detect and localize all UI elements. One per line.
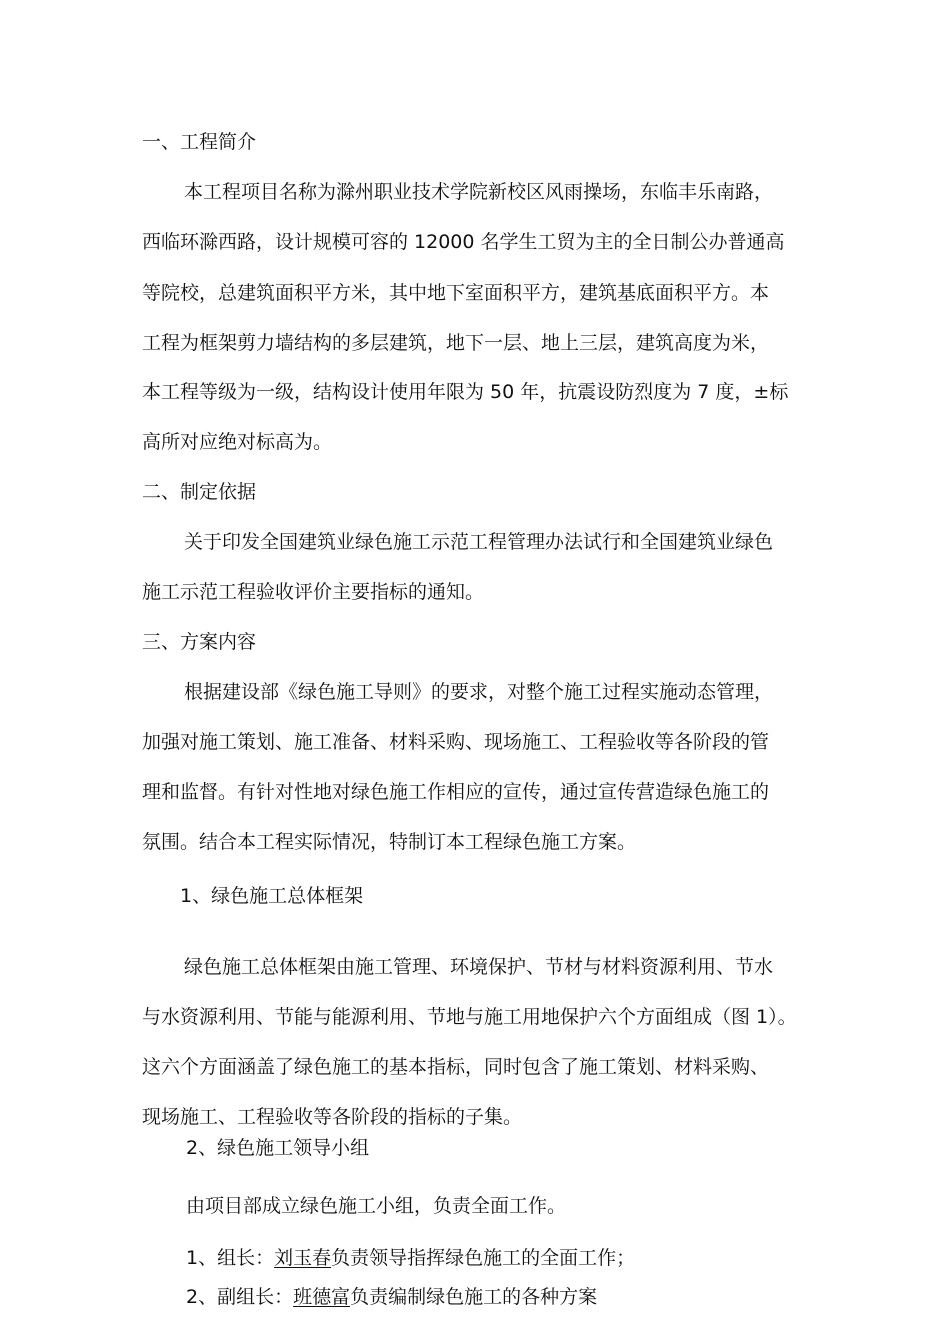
paragraph-line: 加强对施工策划、施工准备、材料采购、现场施工、工程验收等各阶段的管 [142,731,770,753]
paragraph-line: 由项目部成立绿色施工小组，负责全面工作。 [186,1195,567,1217]
paragraph-line: 本工程项目名称为滁州职业技术学院新校区风雨操场，东临丰乐南路， [184,181,774,203]
list-item [186,1246,635,1270]
subsection-heading: 2、绿色施工领导小组 [186,1137,370,1159]
list-item [186,1285,597,1309]
paragraph-line: 西临环滁西路，设计规模可容的 12000 名学生工贸为主的全日制公办普通高 [142,231,785,253]
paragraph-line: 绿色施工总体框架由施工管理、环境保护、节材与材料资源利用、节水 [184,956,774,978]
list-item-prefix: 2、副组长： [186,1286,294,1308]
section-heading: 二、制定依据 [142,481,257,503]
paragraph-line: 根据建设部《绿色施工导则》的要求，对整个施工过程实施动态管理， [184,681,774,703]
paragraph-line: 理和监督。有针对性地对绿色施工作相应的宣传，通过宣传营造绿色施工的 [142,781,770,803]
list-item-text: 负责领导指挥绿色施工的全面工作； [331,1247,636,1269]
paragraph-line: 本工程等级为一级，结构设计使用年限为 50 年，抗震设防烈度为 7 度，±标 [142,381,789,403]
paragraph-line: 氛围。结合本工程实际情况，特制订本工程绿色施工方案。 [142,831,637,853]
paragraph-line: 现场施工、工程验收等各阶段的指标的子集。 [142,1106,523,1128]
section-heading: 一、工程简介 [142,131,257,153]
paragraph-line: 与水资源利用、节能与能源利用、节地与施工用地保护六个方面组成（图 1）。 [142,1006,797,1028]
member-name: 班德富 [293,1286,351,1308]
member-name: 刘玉春 [274,1247,332,1269]
paragraph-line: 高所对应绝对标高为。 [142,431,333,453]
paragraph-line: 施工示范工程验收评价主要指标的通知。 [142,581,485,603]
paragraph-line: 关于印发全国建筑业绿色施工示范工程管理办法试行和全国建筑业绿色 [184,531,774,553]
paragraph-line: 工程为框架剪力墙结构的多层建筑，地下一层、地上三层，建筑高度为米， [142,332,770,354]
paragraph-line: 这六个方面涵盖了绿色施工的基本指标，同时包含了施工策划、材料采购、 [142,1056,770,1078]
section-heading: 三、方案内容 [142,631,257,653]
list-item-prefix: 1、组长： [186,1247,275,1269]
paragraph-line: 等院校，总建筑面积平方米，其中地下室面积平方，建筑基底面积平方。本 [142,282,770,304]
subsection-heading: 1、绿色施工总体框架 [180,885,364,907]
list-item-text: 负责编制绿色施工的各种方案 [350,1286,598,1308]
